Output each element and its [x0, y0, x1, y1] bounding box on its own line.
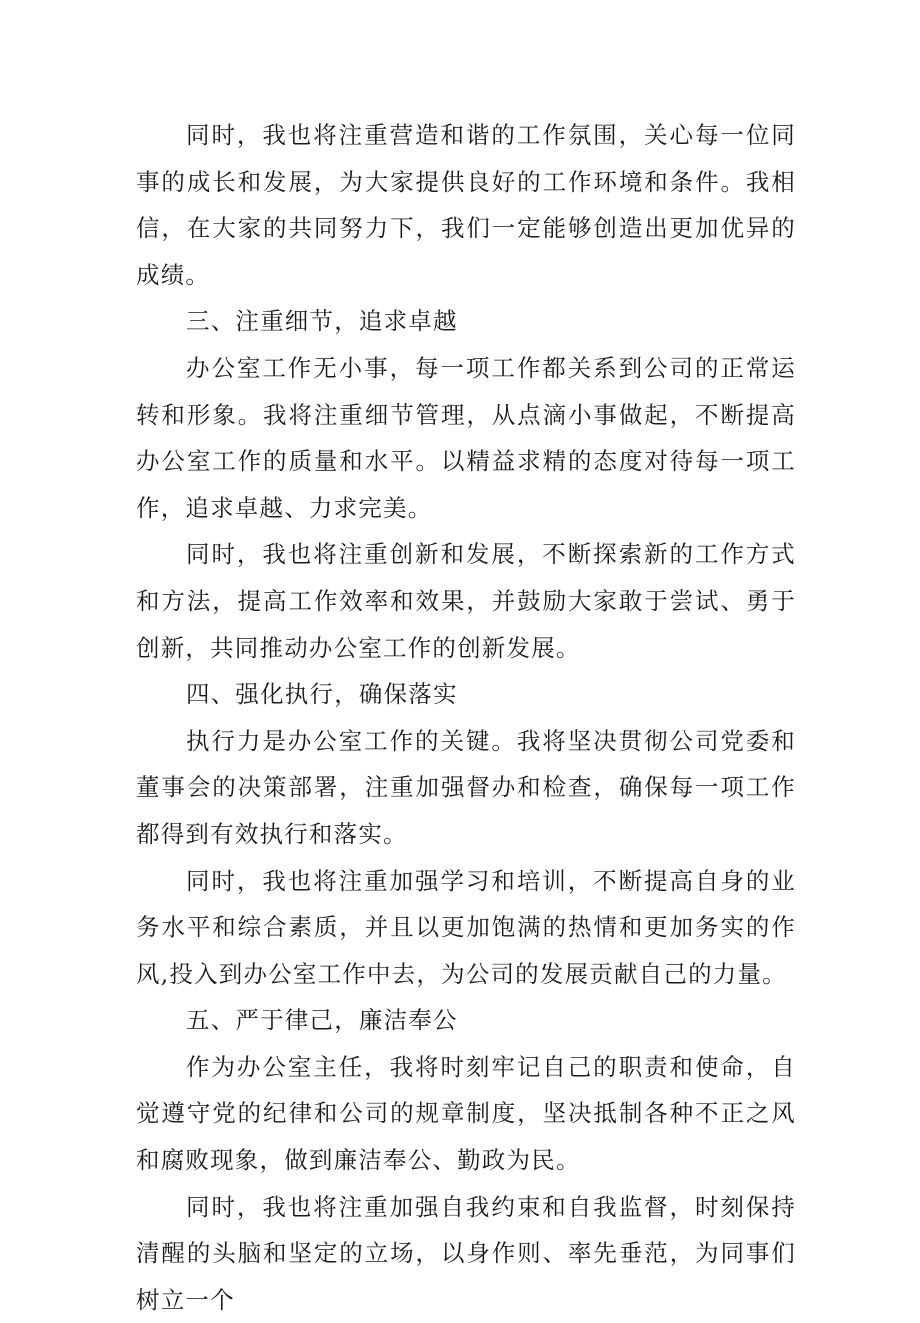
paragraph-self-discipline: 同时，我也将注重加强自我约束和自我监督，时刻保持清醒的头脑和坚定的立场，以身作则、率先垂范，为同事们树立一个 [136, 1192, 796, 1314]
paragraph-detail-management: 办公室工作无小事，每一项工作都关系到公司的正常运转和形象。我将注重细节管理，从点滴小事做起，不断提高办公室工作的质量和水平。以精益求精的态度对待每一项工作，追求卓越、力求完美。 [136, 353, 796, 522]
document-body [136, 112, 796, 1323]
paragraph-harmonious-atmosphere: 同时，我也将注重营造和谐的工作氛围，关心每一位同事的成长和发展，为大家提供良好的工作环境和条件。我相信，在大家的共同努力下，我们一定能够创造出更加优异的成绩。 [136, 121, 796, 289]
section-heading-5: 五、严于律己，廉洁奉公 [186, 1006, 458, 1035]
section-heading-3: 三、注重细节，追求卓越 [186, 307, 458, 336]
paragraph-learning-training: 同时，我也将注重加强学习和培训，不断提高自身的业务水平和综合素质，并且以更加饱满的热情和更加务实的作风,投入到办公室工作中去，为公司的发展贡献自己的力量。 [136, 866, 796, 988]
paragraph-innovation: 同时，我也将注重创新和发展，不断探索新的工作方式和方法，提高工作效率和效果，并鼓励大家敢于尝试、勇于创新，共同推动办公室工作的创新发展。 [136, 540, 796, 662]
paragraph-execution: 执行力是办公室工作的关键。我将坚决贯彻公司党委和董事会的决策部署，注重加强督办和检查，确保每一项工作都得到有效执行和落实。 [136, 726, 796, 848]
paragraph-integrity: 作为办公室主任，我将时刻牢记自己的职责和使命，自觉遵守党的纪律和公司的规章制度，坚决抵制各种不正之风和腐败现象，做到廉洁奉公、勤政为民。 [136, 1052, 796, 1175]
section-heading-4: 四、强化执行，确保落实 [186, 680, 458, 709]
